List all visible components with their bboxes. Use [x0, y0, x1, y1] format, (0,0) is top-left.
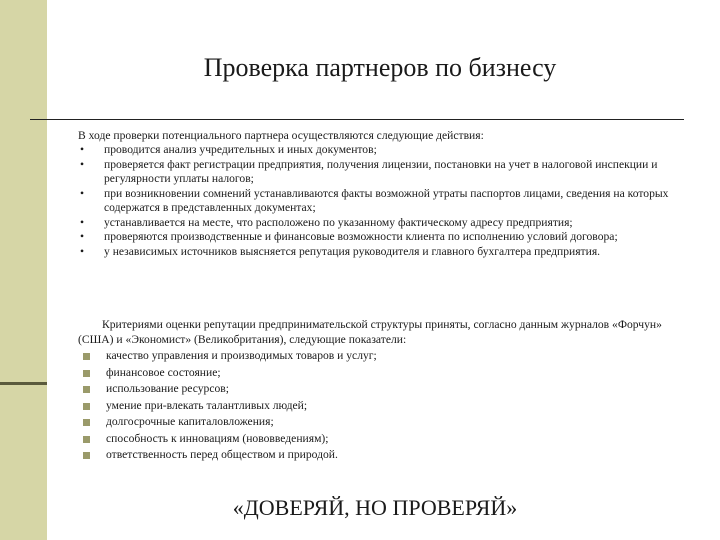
criteria-item-text: способность к инновациям (нововведениям); — [106, 431, 329, 445]
criteria-item — [78, 414, 678, 431]
action-item: • у независимых источников выясняется репутация руководителя и главного бухгалтера предприятия. — [78, 245, 693, 260]
criteria-item — [78, 398, 678, 415]
square-bullet-icon — [83, 452, 90, 459]
criteria-item-text: финансовое состояние; — [106, 365, 221, 379]
square-bullet-icon — [83, 436, 90, 443]
action-item: • проводится анализ учредительных и иных документов; — [78, 143, 693, 158]
criteria-item — [78, 348, 678, 365]
criteria-item — [78, 431, 678, 448]
action-item: • проверяются производственные и финансовые возможности клиента по исполнению условий договора; — [78, 230, 693, 245]
criteria-intro-paragraph: Критериями оценки репутации предпринимательской структуры приняты, согласно данным журналов «Форчун» (США) и «Экономист» (Великобритания), следующие показатели: — [78, 318, 662, 346]
action-item: • при возникновении сомнений устанавливаются факты возможной утраты паспортов лицами, сведения на которых содержатся в представленных документах; — [78, 187, 693, 216]
criteria-item — [78, 381, 678, 398]
side-band-divider — [0, 382, 47, 385]
square-bullet-icon — [83, 403, 90, 410]
criteria-item — [78, 365, 678, 382]
criteria-item-text: умение при-влекать талантливых людей; — [106, 398, 308, 412]
intro-paragraph: В ходе проверки потенциального партнера осуществляются следующие действия: — [78, 129, 484, 142]
criteria-item-text: долгосрочные капиталовложения; — [106, 415, 274, 428]
criteria-list — [78, 348, 678, 464]
square-bullet-icon — [83, 386, 90, 393]
decorative-side-band — [0, 0, 47, 540]
title-divider-line — [30, 119, 684, 120]
criteria-item-text: использование ресурсов; — [106, 382, 229, 395]
action-item: • устанавливается на месте, что расположено по указанному фактическому адресу предприятия; — [78, 216, 693, 231]
actions-list — [78, 143, 693, 259]
action-item: • проверяется факт регистрации предприятия, получения лицензии, постановки на учет в налоговой инспекции и регулярности уплаты налогов; — [78, 158, 693, 187]
square-bullet-icon — [83, 370, 90, 377]
slide-title: Проверка партнеров по бизнесу — [203, 53, 557, 82]
criteria-item-text: ответственность перед обществом и природой. — [106, 448, 338, 461]
criteria-item-text: качество управления и производимых товаров и услуг; — [106, 349, 377, 362]
motto-text: «ДОВЕРЯЙ, НО ПРОВЕРЯЙ» — [232, 495, 518, 520]
square-bullet-icon — [83, 419, 90, 426]
criteria-item — [78, 447, 678, 464]
square-bullet-icon — [83, 353, 90, 360]
